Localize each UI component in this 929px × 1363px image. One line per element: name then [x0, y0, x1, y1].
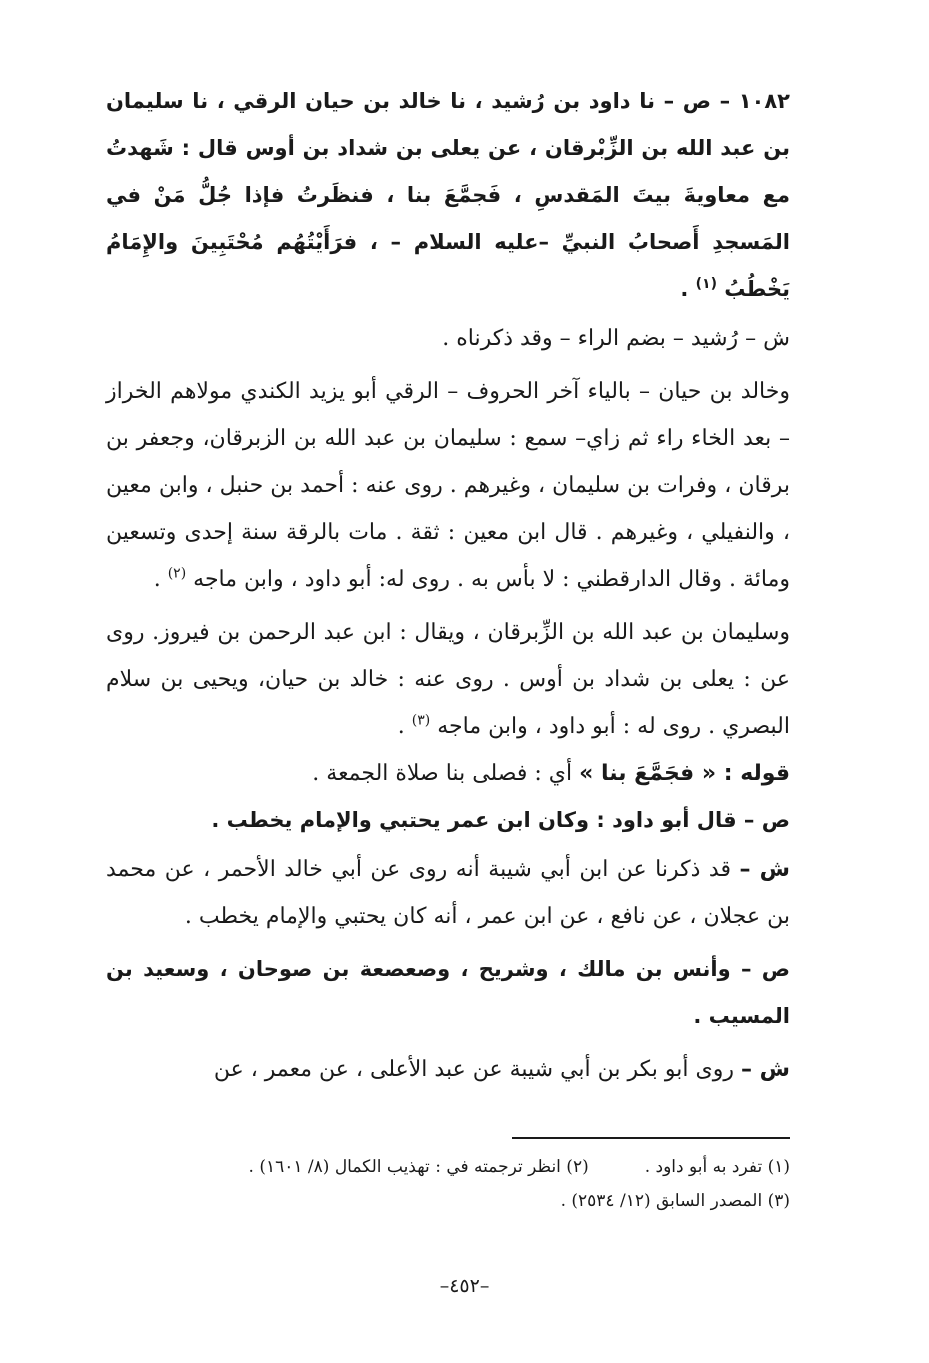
sharh-lead: ش –: [740, 1057, 790, 1082]
para-khalid-ibn-hayyan: [106, 368, 790, 603]
sharh-rushaid: [106, 315, 790, 362]
matn-ibn-umar: [106, 797, 790, 844]
hadith-end: .: [680, 277, 696, 301]
sharh-3-text: روى أبو بكر بن أبي شيبة عن عبد الأعلى ، عن معمر ، عن: [213, 1057, 741, 1082]
matn-ibn-umar-text: ص – قال أبو داود : وكان ابن عمر يحتبي والإمام يخطب .: [211, 808, 790, 832]
matn-anas: [106, 946, 790, 1040]
qawluh-rest: أي : فصلى بنا صلاة الجمعة .: [312, 761, 580, 786]
sharh-ibn-abi-shaiba: [106, 846, 790, 940]
qawluh-lead: قوله : « فجَمَّعَ بنا »: [579, 761, 790, 786]
footnote-ref-1: (١): [695, 276, 717, 292]
footnote-ref-3: (٣): [411, 712, 431, 729]
footnote-separator: [512, 1137, 790, 1139]
para-sulaiman-end: .: [397, 714, 412, 739]
sharh-rushaid-text: ش – رُشيد – بضم الراء – وقد ذكرناه .: [442, 326, 790, 351]
hadith-text: ١٠٨٢ – ص – نا داود بن رُشيد ، نا خالد بن حيان الرقي ، نا سليمان بن عبد الله بن الزِّبْرقان ، عن يعلى بن شداد بن أوس قال : شَهدتُ مع معاويةَ بيتَ المَقدسِ ، فَجمَّعَ بنا ، فنظَرتُ فإذا جُلُّ مَنْ في المَسجدِ أَصحابُ النبيِّ –عليه السلام – ، فرَأَيْتُهُم مُحْتَبِينَ والإِمَامُ يَخْطُبُ: [106, 89, 790, 301]
sharh-2-text: قد ذكرنا عن ابن أبي شيبة أنه روى عن أبي خالد الأحمر ، عن محمد بن عجلان ، عن نافع ، عن ابن عمر ، أنه كان يحتبي والإمام يخطب .: [106, 857, 790, 929]
footnote-1: (١) تفرد به أبو داود .: [644, 1157, 790, 1177]
page-number: –٤٥٢–: [439, 1275, 490, 1297]
hadith-matn-1082: [106, 78, 790, 313]
footnote-2: (٢) انظر ترجمته في : تهذيب الكمال (٨/ ١٦٠١) .: [248, 1157, 589, 1177]
footnote-3: (٣) المصدر السابق (١٢/ ٢٥٣٤) .: [560, 1191, 790, 1211]
para-khalid-end: .: [153, 567, 168, 592]
page-body: [106, 78, 790, 1093]
footnote-ref-2: (٢): [167, 565, 187, 582]
qawluh-line: [106, 750, 790, 797]
sharh-abu-bakr: [106, 1046, 790, 1093]
footnote-row-1: [106, 1150, 790, 1184]
sharh-lead: ش –: [739, 857, 790, 882]
footnotes: [106, 1150, 790, 1218]
matn-anas-text: ص – وأنس بن مالك ، وشريح ، وصعصعة بن صوحان ، وسعيد بن المسيب .: [106, 957, 790, 1028]
para-khalid-text: وخالد بن حيان – بالياء آخر الحروف – الرقي أبو يزيد الكندي مولاهم الخراز – بعد الخاء راء ثم زاي– سمع : سليمان بن عبد الله بن الزبرقان، وجعفر بن برقان ، وفرات بن سليمان ، وغيرهم . روى عنه : أحمد بن حنبل ، وابن معين ، والنفيلي ، وغيرهم . قال ابن معين : ثقة . مات بالرقة سنة إحدى وتسعين ومائة . وقال الدارقطني : لا بأس به . روى له: أبو داود ، وابن ماجه: [106, 379, 790, 592]
para-sulaiman: [106, 609, 790, 750]
para-sulaiman-text: وسليمان بن عبد الله بن الزِّبرقان ، ويقال : ابن عبد الرحمن بن فيروز. روى عن : يعلى بن شداد بن أوس . روى عنه : خالد بن حيان، ويحيى بن سلام البصري . روى له : أبو داود ، وابن ماجه: [106, 620, 790, 739]
